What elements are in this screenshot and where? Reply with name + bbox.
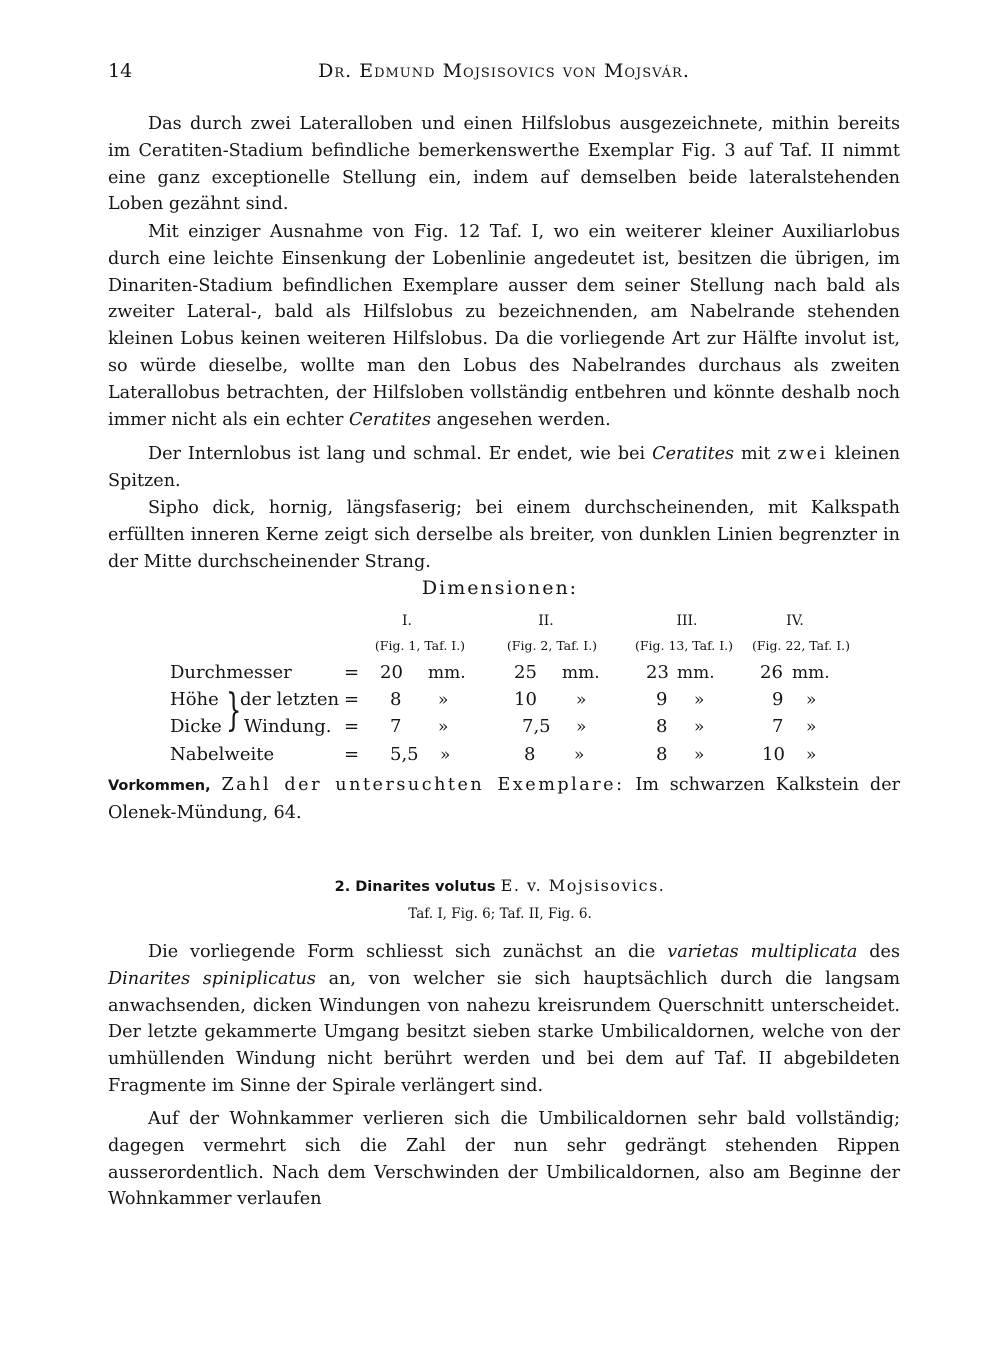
- paragraph-3-mid: mit: [741, 444, 771, 464]
- column-ref-2: (Fig. 2, Taf. I.): [506, 638, 598, 653]
- table-unit: mm.: [428, 663, 466, 683]
- paragraph-5-taxon-1: varietas multiplicata: [667, 942, 858, 962]
- paragraph-3-taxon: Ceratites: [652, 444, 735, 464]
- equals-sign: =: [344, 662, 360, 683]
- vorkommen-text: Im schwarzen Kalkstein der Olenek-Mündung, 64.: [108, 775, 901, 823]
- table-cell: 8: [390, 689, 402, 710]
- table-unit: »: [440, 745, 451, 765]
- table-cell: 7,5: [522, 716, 551, 737]
- section-species-name: 2. Dinarites volutus: [334, 879, 496, 895]
- row-label-dicke: Dicke: [170, 716, 222, 737]
- table-unit: »: [806, 690, 817, 710]
- table-unit: »: [694, 717, 705, 737]
- row-label-durchmesser: Durchmesser: [170, 662, 292, 683]
- brace-text-top: der letzten: [240, 689, 340, 710]
- table-unit: »: [694, 690, 705, 710]
- column-ref-1: (Fig. 1, Taf. I.): [374, 638, 466, 653]
- table-cell: 7: [772, 716, 784, 737]
- paragraph-2-taxon: Ceratites: [349, 409, 431, 430]
- paragraph-2-end: angesehen werden.: [436, 409, 611, 430]
- column-head-2: II.: [538, 613, 554, 629]
- table-unit: »: [438, 717, 449, 737]
- dimensions-title: Dimensionen:: [421, 577, 579, 599]
- table-cell: 20: [380, 662, 403, 683]
- running-title: Dr. Edmund Mojsisovics von Mojsvár.: [318, 60, 690, 82]
- table-cell: 5,5: [390, 744, 419, 765]
- page-header: [108, 60, 900, 90]
- table-unit: »: [694, 745, 705, 765]
- column-ref-4: (Fig. 22, Taf. I.): [751, 638, 851, 653]
- table-cell: 8: [656, 744, 668, 765]
- vorkommen-paragraph: [108, 772, 900, 827]
- paragraph-5-text: Die vorliegende Form schliesst sich zunächst an die: [148, 942, 656, 962]
- paragraph-5-mid: des: [869, 942, 900, 962]
- paragraph-3-end: kleinen Spitzen.: [108, 444, 901, 491]
- vorkommen-spaced: Zahl der untersuchten Exemplare:: [221, 775, 625, 795]
- table-cell: 9: [656, 689, 668, 710]
- paragraph-2-text: Mit einziger Ausnahme von Fig. 12 Taf. I, wo ein weiterer kleiner Auxiliarlobus durch eine leichte Einsenkung der Lobenlinie angedeutet ist, besitzen die übrigen, im Dinariten-Stadium befindlichen Exemplare ausser dem seiner Stellung nach bald als zweiter Lateral-, bald als Hilfslobus zu bezeichnenden, am Nabelrande stehenden kleinen Lobus keinen weiteren Hilfslobus. Da die vorliegende Art zur Hälfte involut ist, so würde dieselbe, wollte man den Lobus des Nabelrandes durchaus als zweiten Laterallobus betrachten, der Hilfsloben vollständig entbehren und könnte deshalb noch immer nicht als ein echter: [108, 222, 900, 430]
- table-cell: 9: [772, 689, 784, 710]
- table-cell: 26: [760, 662, 783, 683]
- brace-symbol: }: [226, 685, 242, 736]
- equals-sign: =: [344, 716, 360, 737]
- paragraph-3-spaced: zwei: [777, 444, 828, 464]
- paragraph-5-end: an, von welcher sie sich hauptsächlich durch die langsam anwachsenden, dicken Windungen von nahezu kreisrundem Querschnitt unterscheidet. Der letzte gekammerte Umgang besitzt sieben starke Umbilicaldornen, welche von der umhüllenden Windung nicht berührt werden und bei dem auf Taf. II abgebildeten Fragmente im Sinne der Spirale verlängert sind.: [108, 968, 901, 1096]
- table-cell: 8: [656, 716, 668, 737]
- table-cell: 23: [646, 662, 669, 683]
- section-plate-reference: Taf. I, Fig. 6; Taf. II, Fig. 6.: [408, 906, 592, 922]
- table-cell: 25: [514, 662, 537, 683]
- column-head-4: IV.: [786, 613, 804, 629]
- table-unit: »: [806, 717, 817, 737]
- row-label-hoehe: Höhe: [170, 689, 219, 710]
- table-unit: mm.: [562, 663, 600, 683]
- table-unit: mm.: [677, 663, 715, 683]
- table-unit: »: [576, 717, 587, 737]
- paragraph-3-text: Der Internlobus ist lang und schmal. Er endet, wie bei: [148, 444, 646, 464]
- equals-sign: =: [344, 689, 360, 710]
- paragraph-4: Sipho dick, hornig, längsfaserig; bei einem durchscheinenden, mit Kalkspath erfüllten inneren Kerne zeigt sich derselbe als breiter, von dunklen Linien begrenzter in der Mitte durchscheinender Strang.: [108, 498, 900, 572]
- equals-sign: =: [344, 744, 360, 765]
- paragraph-6: Auf der Wohnkammer verlieren sich die Umbilicaldornen sehr bald vollständig; dagegen vermehrt sich die Zahl der nun sehr gedrängt stehenden Rippen ausserordentlich. Nach dem Verschwinden der Umbilicaldornen, also am Beginne der Wohnkammer verlaufen: [108, 1109, 900, 1210]
- table-unit: »: [438, 690, 449, 710]
- brace-text-bottom: Windung.: [244, 716, 332, 737]
- table-cell: 10: [514, 689, 537, 710]
- table-cell: 8: [524, 744, 536, 765]
- page-number: 14: [108, 60, 133, 82]
- paragraph-5: [108, 939, 900, 1100]
- table-cell: 7: [390, 716, 402, 737]
- paragraph-1: Das durch zwei Lateralloben und einen Hilfslobus ausgezeichnete, mithin bereits im Ceratiten-Stadium befindliche bemerkenswerthe Exemplar Fig. 3 auf Taf. II nimmt eine ganz exceptionelle Stellung ein, indem auf demselben beide lateralstehenden Loben gezähnt sind.: [108, 114, 900, 215]
- paragraph-5-taxon-2: Dinarites spiniplicatus: [108, 968, 316, 989]
- table-unit: »: [576, 690, 587, 710]
- row-label-nabelweite: Nabelweite: [170, 744, 275, 765]
- section-author: E. v. Mojsisovics.: [500, 876, 666, 895]
- section-heading: [0, 876, 1000, 895]
- column-head-3: III.: [676, 613, 698, 629]
- paragraph-3: [108, 441, 900, 495]
- table-unit: »: [806, 745, 817, 765]
- column-head-1: I.: [402, 613, 412, 629]
- vorkommen-label: Vorkommen,: [108, 778, 211, 794]
- paragraph-2: [108, 219, 900, 433]
- table-unit: mm.: [792, 663, 830, 683]
- column-ref-3: (Fig. 13, Taf. I.): [634, 638, 734, 653]
- table-cell: 10: [762, 744, 785, 765]
- table-unit: »: [574, 745, 585, 765]
